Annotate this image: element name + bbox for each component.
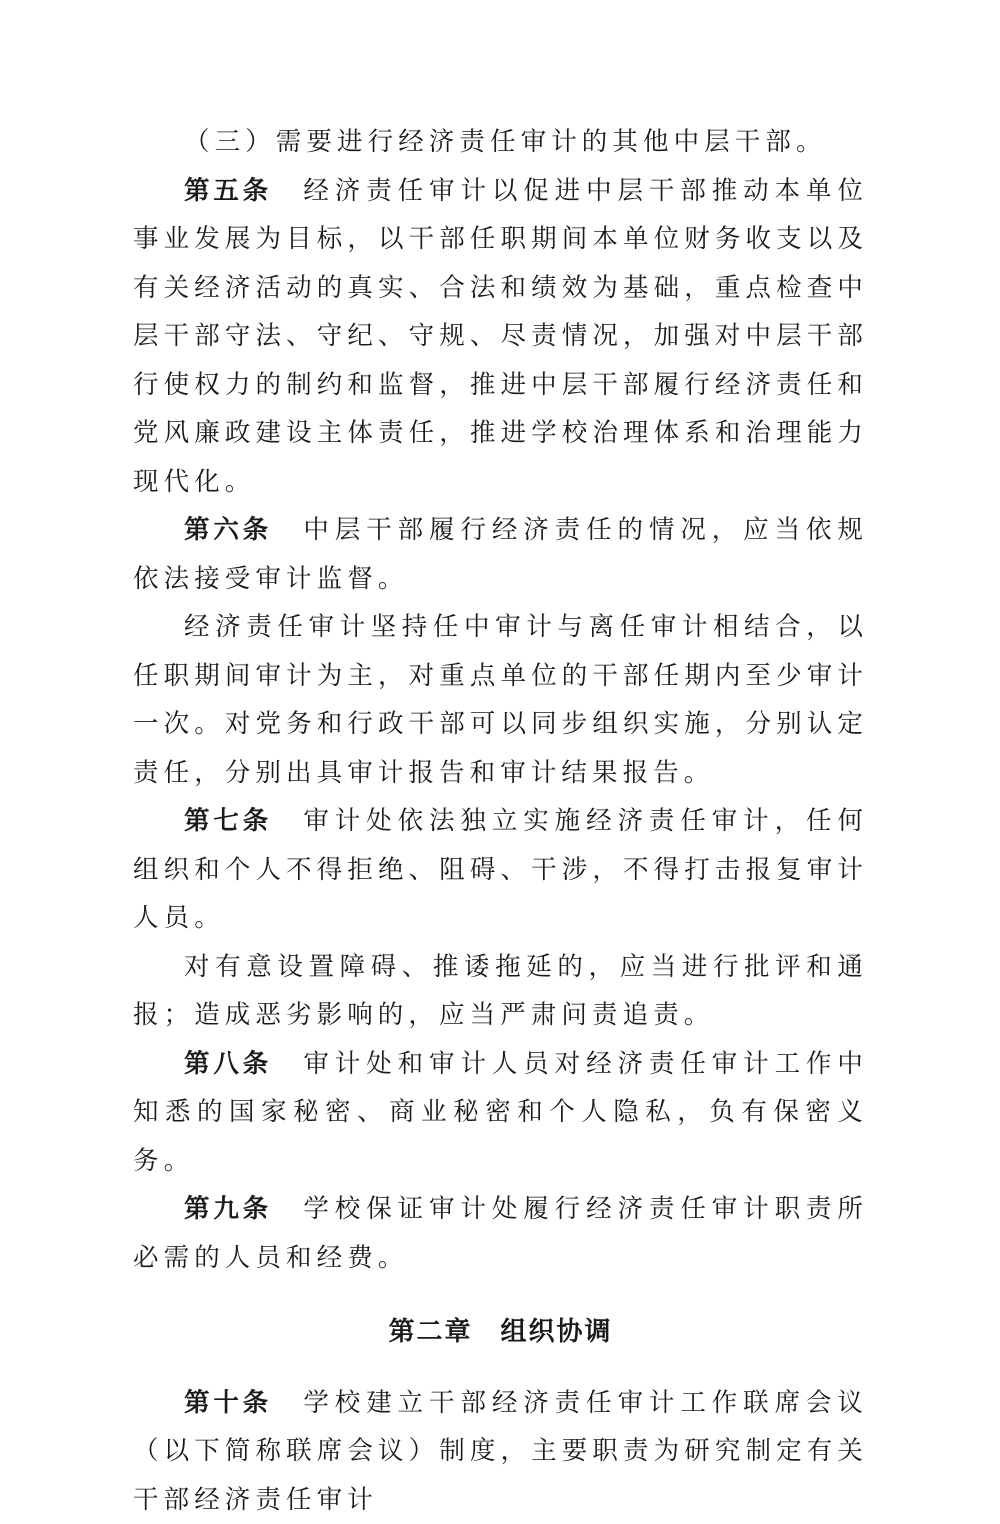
article-9-text: 学校保证审计处履行经济责任审计职责所必需的人员和经费。 (133, 1194, 868, 1273)
article-10-text: 学校建立干部经济责任审计工作联席会议（以下简称联席会议）制度，主要职责为研究制定有关干部经济责任审计 (133, 1388, 868, 1515)
item-three-paragraph (133, 118, 868, 167)
article-5-text: 经济责任审计以促进中层干部推动本单位事业发展为目标，以干部任职期间本单位财务收支以及有关经济活动的真实、合法和绩效为基础，重点检查中层干部守法、守纪、守规、尽责情况，加强对中层干部行使权力的制约和监督，推进中层干部履行经济责任和党风廉政建设主体责任，推进学校治理体系和治理能力现代化。 (133, 176, 868, 497)
article-10-label: 第十条 (184, 1388, 272, 1418)
article-9-label: 第九条 (184, 1194, 272, 1224)
document-body (133, 118, 868, 1524)
article-7-paragraph-2 (133, 943, 868, 1040)
article-8-label: 第八条 (184, 1049, 272, 1079)
article-6-text: 中层干部履行经济责任的情况，应当依规依法接受审计监督。 (133, 515, 868, 594)
article-9-paragraph (133, 1185, 868, 1282)
article-7-text-2: 对有意设置障碍、推诿拖延的，应当进行批评和通报；造成恶劣影响的，应当严肃问责追责。 (133, 952, 868, 1031)
article-8-text: 审计处和审计人员对经济责任审计工作中知悉的国家秘密、商业秘密和个人隐私，负有保密义务。 (133, 1049, 868, 1176)
article-5-label: 第五条 (184, 176, 272, 206)
chapter-2-heading: 第二章 组织协调 (133, 1308, 868, 1357)
item-three-text: （三）需要进行经济责任审计的其他中层干部。 (184, 127, 827, 157)
article-5-paragraph (133, 167, 868, 507)
article-6-text-2: 经济责任审计坚持任中审计与离任审计相结合，以任职期间审计为主，对重点单位的干部任期内至少审计一次。对党务和行政干部可以同步组织实施，分别认定责任，分别出具审计报告和审计结果报告。 (133, 612, 868, 788)
article-8-paragraph (133, 1040, 868, 1186)
article-7-label: 第七条 (184, 806, 272, 836)
article-10-paragraph (133, 1379, 868, 1524)
article-6-paragraph (133, 506, 868, 603)
article-6-label: 第六条 (184, 515, 272, 545)
article-6-paragraph-2 (133, 603, 868, 797)
article-7-paragraph (133, 797, 868, 943)
article-7-text: 审计处依法独立实施经济责任审计，任何组织和个人不得拒绝、阻碍、干涉，不得打击报复审计人员。 (133, 806, 868, 933)
